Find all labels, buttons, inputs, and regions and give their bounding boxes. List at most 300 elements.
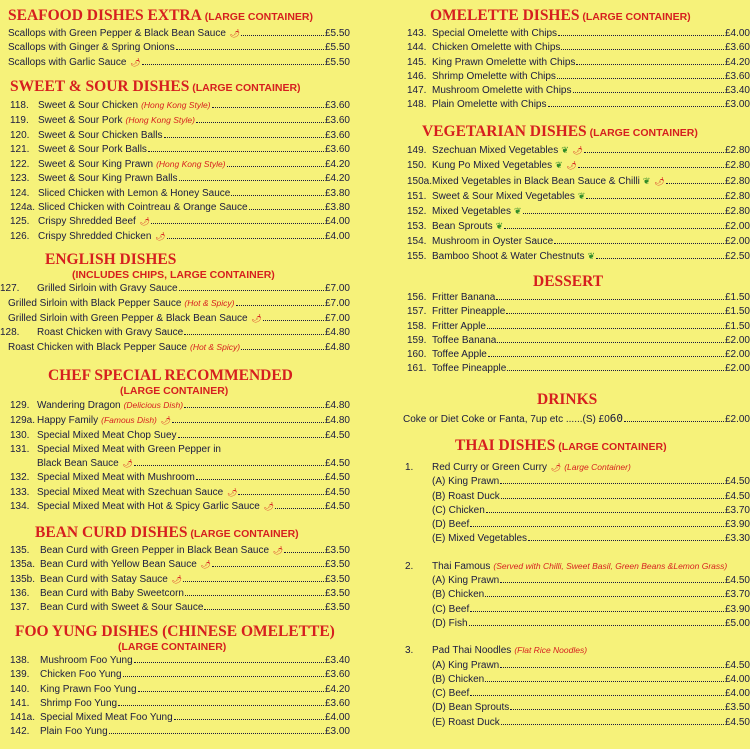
menu-item — [0, 98, 350, 113]
item-name: Mixed Vegetables in Black Bean Sauce & Chilli — [432, 175, 640, 187]
item-price: £3.50 — [324, 602, 350, 614]
item-price: £4.00 — [324, 230, 350, 242]
menu-item — [397, 189, 750, 204]
dot-leader — [548, 106, 724, 107]
section-chef — [0, 366, 350, 514]
vegetarian-icon: ❦ — [513, 206, 522, 217]
section-title — [0, 366, 350, 385]
dot-leader — [204, 609, 324, 610]
dot-leader — [164, 137, 324, 138]
item-number: 150a. — [407, 175, 433, 187]
dot-leader — [123, 676, 324, 677]
dot-leader — [109, 733, 324, 734]
item-price: £3.80 — [324, 202, 350, 214]
container-note: (LARGE CONTAINER) — [582, 11, 691, 23]
menu-item — [0, 697, 350, 711]
item-name: Coke or Diet Coke or Fanta, 7up etc ......(S) £0 — [403, 414, 610, 425]
menu-item — [0, 398, 350, 413]
dot-leader — [554, 243, 724, 244]
dot-leader — [576, 64, 724, 65]
menu-item — [0, 56, 350, 70]
item-name: Fritter Banana — [432, 292, 496, 303]
menu-item — [397, 532, 750, 546]
menu-item — [0, 129, 350, 143]
item-price: £5.50 — [324, 56, 350, 68]
item-number: 120. — [10, 129, 30, 141]
chili-icon: 🌶 — [572, 146, 583, 155]
item-number: 127. — [0, 283, 20, 294]
item-note: (Hong Kong Style) — [156, 159, 226, 170]
item-number: 122. — [10, 159, 30, 171]
section-title-text: SWEET & SOUR DISHES — [10, 78, 190, 95]
dot-leader — [184, 407, 324, 408]
thai-dish — [397, 460, 750, 475]
item-price: £4.00 — [724, 28, 750, 39]
menu-item — [397, 41, 750, 55]
menu-item — [0, 544, 350, 558]
dot-leader — [118, 705, 324, 706]
item-price: £3.60 — [324, 129, 350, 141]
menu-item — [397, 348, 750, 362]
item-name: Scallops with Green Pepper & Black Bean Sauce — [8, 28, 226, 39]
item-price: £3.40 — [324, 655, 350, 666]
item-price: £2.00 — [724, 349, 750, 361]
dot-leader — [469, 625, 724, 626]
item-note: (Served with Chilli, Sweet Basil, Green Beans &Lemon Grass) — [493, 560, 728, 571]
dot-leader — [506, 313, 724, 314]
item-name: Special Mixed Meat with Hot & Spicy Garlic Sauce — [37, 501, 260, 513]
item-name: (B) Chicken — [432, 673, 485, 685]
menu-item — [397, 574, 750, 588]
item-name: Chicken Omelette with Chips — [432, 42, 561, 54]
item-number: 155. — [407, 251, 427, 263]
dot-leader — [176, 49, 324, 50]
dot-leader — [558, 35, 724, 36]
dot-leader — [488, 356, 724, 357]
dot-leader — [470, 526, 724, 527]
item-name: King Prawn Omelette with Chips — [432, 56, 576, 68]
section-title-text: OMELETTE DISHES — [430, 7, 580, 24]
item-note: (Flat Rice Noodles) — [514, 645, 588, 656]
item-price: £4.80 — [324, 326, 350, 338]
menu-item — [0, 187, 350, 201]
item-price: £4.00 — [724, 688, 750, 700]
menu-item — [0, 500, 350, 514]
dot-leader — [241, 349, 324, 350]
item-price: £2.80 — [724, 175, 750, 187]
item-number: 125. — [10, 216, 30, 228]
container-note: (LARGE CONTAINER) — [589, 127, 698, 139]
item-number: 142. — [10, 726, 30, 738]
item-number: 137. — [10, 602, 30, 614]
section-dessert — [397, 272, 750, 377]
item-number: 135. — [10, 545, 30, 556]
menu-item — [397, 412, 750, 427]
container-note: (LARGE CONTAINER) — [558, 441, 667, 453]
item-name: Wandering Dragon — [37, 400, 121, 411]
item-name: (D) Beef — [432, 519, 470, 531]
item-price: £3.50 — [324, 587, 350, 599]
item-name: Sliced Chicken with Cointreau & Orange Sauce — [38, 202, 248, 214]
dot-leader — [241, 35, 324, 36]
item-name: Bean Curd with Green Pepper in Black Bean Sauce — [40, 545, 270, 556]
menu-item — [397, 673, 750, 687]
item-name: Special Mixed Meat Foo Yung — [40, 712, 173, 724]
item-price: £2.80 — [724, 145, 750, 156]
item-price: £2.00 — [724, 221, 750, 233]
item-number: 157. — [407, 306, 427, 318]
item-name: Roast Chicken with Gravy Sauce — [37, 326, 184, 338]
item-name: Grilled Sirloin with Gravy Sauce — [37, 283, 178, 294]
item-price: £5.50 — [324, 42, 350, 54]
section-title-suffix — [202, 11, 313, 23]
item-name: Bean Curd with Satay Sauce — [40, 573, 168, 585]
item-price: £4.50 — [324, 501, 350, 513]
item-name: Scallops with Garlic Sauce — [8, 56, 127, 68]
item-name: (C) Chicken — [432, 504, 485, 516]
item-name: Sweet & Sour King Prawn Balls — [38, 173, 178, 185]
item-price: £4.50 — [724, 575, 750, 587]
chili-icon: 🌶 — [654, 176, 665, 186]
item-price: £7.00 — [324, 312, 350, 324]
chili-icon: 🌶 — [155, 231, 166, 241]
menu-item — [0, 282, 350, 296]
section-title-text: VEGETARIAN DISHES — [422, 123, 587, 140]
dot-leader — [624, 421, 724, 422]
item-name: (E) Roast Duck — [432, 716, 500, 728]
menu-item — [0, 41, 350, 55]
item-price: £3.00 — [324, 726, 350, 738]
vegetarian-icon: ❦ — [561, 145, 569, 155]
dot-leader — [497, 342, 724, 343]
menu-item — [0, 113, 350, 128]
dot-leader — [231, 195, 324, 196]
section-title — [0, 622, 350, 641]
section-title-text: DRINKS — [537, 391, 598, 408]
chili-icon: 🌶 — [566, 161, 577, 171]
menu-item — [397, 659, 750, 673]
section-title-suffix — [555, 441, 666, 453]
section-title — [0, 250, 350, 269]
menu-item — [0, 157, 350, 172]
thai-dish — [397, 643, 750, 658]
item-price: £2.00 — [724, 363, 750, 375]
dot-leader — [528, 540, 724, 541]
item-number: 149. — [407, 145, 427, 156]
menu-item — [0, 312, 350, 326]
dot-leader — [167, 238, 324, 239]
item-price: £3.90 — [724, 519, 750, 531]
item-number: 2. — [405, 560, 414, 572]
dot-leader — [263, 320, 324, 321]
section-vegetarian — [397, 122, 750, 264]
item-name: Toffee Apple — [432, 349, 487, 361]
section-title — [0, 77, 350, 98]
item-name: (D) Bean Sprouts — [432, 702, 510, 714]
section-title — [397, 390, 750, 409]
dot-leader — [500, 582, 724, 583]
item-price: £3.60 — [724, 70, 750, 82]
menu-item — [397, 291, 750, 305]
menu-item — [397, 490, 750, 504]
item-price: £7.00 — [324, 298, 350, 310]
menu-item — [0, 471, 350, 485]
menu-item — [397, 249, 750, 264]
dot-leader — [470, 611, 724, 612]
menu-item — [0, 296, 350, 311]
item-number: 128. — [0, 326, 20, 338]
menu-item — [0, 27, 350, 41]
item-name: Kung Po Mixed Vegetables — [432, 160, 553, 172]
item-name: (B) Chicken — [432, 589, 485, 601]
section-subtitle: (LARGE CONTAINER) — [118, 641, 227, 653]
item-name: Sweet & Sour Pork — [38, 115, 123, 127]
item-price: £2.00 — [724, 334, 750, 346]
item-number: 141a. — [10, 712, 36, 724]
dot-leader — [573, 92, 724, 93]
item-note: (Hong Kong Style) — [141, 100, 211, 110]
dot-leader — [236, 305, 324, 306]
item-number: 158. — [407, 320, 427, 332]
dot-leader — [172, 422, 324, 423]
item-name: Mushroom in Oyster Sauce — [432, 235, 554, 247]
item-name: Bean Curd with Yellow Bean Sauce — [40, 559, 197, 571]
dot-leader — [487, 328, 724, 329]
section-bean-curd — [0, 523, 350, 615]
chili-icon: 🌶 — [263, 502, 275, 512]
item-price: £5.50 — [324, 28, 350, 39]
item-name: Shrimp Omelette with Chips — [432, 70, 556, 82]
item-price: £3.50 — [324, 559, 350, 571]
item-name: (A) King Prawn — [432, 476, 500, 488]
item-price: £4.20 — [324, 683, 350, 695]
section-title-text: ENGLISH DISHES — [45, 251, 177, 268]
item-price: £3.50 — [324, 573, 350, 585]
dot-leader — [586, 198, 724, 199]
item-number: 131. — [10, 443, 30, 455]
item-number: 143. — [407, 28, 427, 39]
dot-leader — [284, 552, 324, 553]
item-price: £4.00 — [724, 673, 750, 685]
item-name: Crispy Shredded Chicken — [38, 230, 152, 242]
item-number: 153. — [407, 221, 427, 233]
section-sweet-sour — [0, 77, 350, 244]
item-name: Grilled Sirloin with Green Pepper & Black Bean Sauce — [8, 312, 248, 324]
section-title-text: SEAFOOD DISHES EXTRA — [8, 7, 202, 24]
chili-icon: 🌶 — [227, 487, 238, 497]
item-number: 151. — [407, 190, 427, 202]
item-number: 133. — [10, 486, 30, 498]
menu-item — [397, 588, 750, 602]
item-name: Happy Family — [37, 415, 99, 427]
item-number: 147. — [407, 85, 427, 97]
menu-item — [397, 27, 750, 41]
dot-leader — [500, 667, 724, 668]
dot-leader — [185, 595, 324, 596]
dot-leader — [238, 494, 324, 495]
container-note: (LARGE CONTAINER) — [190, 528, 299, 540]
item-number: 129a. — [10, 415, 36, 427]
vegetarian-icon: ❦ — [555, 160, 563, 171]
item-number: 126. — [10, 230, 30, 242]
item-name: Grilled Sirloin with Black Pepper Sauce — [8, 298, 182, 310]
chili-icon: 🌶 — [130, 57, 141, 67]
menu-item — [0, 654, 350, 668]
dot-leader — [212, 566, 324, 567]
item-name: Special Mixed Meat with Szechuan Sauce — [37, 486, 224, 498]
menu-item — [0, 457, 350, 471]
item-number: 144. — [407, 42, 427, 54]
menu-item — [0, 413, 350, 428]
menu-item — [397, 143, 750, 158]
menu-item — [397, 475, 750, 489]
item-name: Bean Sprouts — [432, 221, 493, 233]
menu-item — [0, 230, 350, 244]
dot-leader — [184, 334, 324, 335]
menu-item — [397, 504, 750, 518]
item-name: Bean Curd with Baby Sweetcorn — [40, 587, 184, 599]
dot-leader — [578, 167, 724, 168]
section-title-text: FOO YUNG DISHES (CHINESE OMELETTE) — [15, 623, 335, 640]
section-title-suffix — [187, 528, 298, 540]
section-title-text: BEAN CURD DISHES — [35, 524, 188, 541]
dot-leader — [138, 691, 324, 692]
dot-leader — [666, 183, 724, 184]
dot-leader — [485, 681, 724, 682]
section-title-suffix — [587, 127, 698, 139]
section-title — [0, 523, 350, 544]
item-name: Sweet & Sour Mixed Vegetables — [432, 190, 575, 202]
item-name: King Prawn Foo Yung — [40, 683, 137, 695]
menu-item — [0, 340, 350, 355]
menu-item — [397, 518, 750, 532]
item-name: Fritter Apple — [432, 320, 486, 332]
item-name: Red Curry or Green Curry — [432, 462, 548, 473]
menu-item — [0, 683, 350, 697]
section-title — [397, 122, 750, 143]
container-note: (LARGE CONTAINER) — [192, 82, 301, 94]
item-price: £3.60 — [324, 669, 350, 681]
item-name: Thai Famous — [432, 560, 491, 572]
item-name: Sliced Chicken with Lemon & Honey Sauce — [38, 187, 231, 199]
menu-item — [397, 158, 750, 173]
item-price: £3.60 — [724, 42, 750, 54]
item-price: £7.00 — [324, 283, 350, 294]
item-price: £4.20 — [324, 173, 350, 185]
section-subtitle: (LARGE CONTAINER) — [120, 385, 229, 397]
menu-item — [397, 70, 750, 84]
menu-item — [397, 362, 750, 376]
item-price: £3.60 — [324, 100, 350, 111]
menu-item — [0, 429, 350, 443]
item-number: 123. — [10, 173, 30, 185]
section-drinks — [397, 390, 750, 427]
dot-leader — [486, 512, 724, 513]
menu-item — [397, 716, 750, 730]
item-name: Mushroom Omelette with Chips — [432, 85, 572, 97]
item-number: 141. — [10, 697, 30, 709]
item-price: £2.00 — [724, 414, 750, 425]
dot-leader — [523, 213, 724, 214]
section-english — [0, 250, 350, 355]
dot-leader — [196, 122, 324, 123]
item-price: £1.50 — [724, 292, 750, 303]
item-price: £3.70 — [724, 504, 750, 516]
dot-leader — [179, 290, 324, 291]
menu-item — [397, 687, 750, 701]
item-number: 3. — [405, 645, 414, 657]
item-price: £4.50 — [724, 659, 750, 671]
item-price: £3.60 — [324, 115, 350, 127]
dot-leader — [510, 709, 724, 710]
item-number: 139. — [10, 669, 30, 681]
item-note: (Hong Kong Style) — [125, 115, 195, 126]
item-name: (E) Mixed Vegetables — [432, 533, 528, 545]
menu-item — [0, 573, 350, 587]
item-name: Toffee Banana — [432, 334, 497, 346]
dot-leader — [557, 78, 724, 79]
section-title — [0, 6, 350, 27]
dot-leader — [275, 508, 324, 509]
dot-leader — [212, 107, 324, 108]
chili-icon: 🌶 — [200, 560, 211, 570]
menu-item — [397, 603, 750, 617]
dot-leader — [501, 724, 724, 725]
thai-dish — [397, 559, 750, 574]
item-number: 160. — [407, 349, 427, 361]
section-title — [397, 6, 750, 27]
item-price: £3.70 — [724, 589, 750, 601]
item-name: Scallops with Ginger & Spring Onions — [8, 42, 175, 54]
item-price: £4.20 — [724, 56, 750, 68]
menu-item — [0, 601, 350, 615]
item-number: 138. — [10, 655, 30, 666]
item-name: Roast Chicken with Black Pepper Sauce — [8, 342, 187, 354]
chili-icon: 🌶 — [160, 416, 172, 426]
item-price: £4.20 — [324, 159, 350, 171]
handwritten-price: 60 — [609, 412, 624, 425]
section-foo-yung — [0, 622, 350, 740]
section-title-text: CHEF SPECIAL RECOMMENDED — [48, 367, 293, 384]
item-price: £3.50 — [724, 702, 750, 714]
item-price: £4.50 — [724, 476, 750, 488]
menu-item — [0, 172, 350, 186]
item-name: (A) King Prawn — [432, 575, 500, 587]
item-name: Toffee Pineapple — [432, 363, 507, 375]
item-number: 124a. — [10, 202, 36, 214]
menu-item — [0, 215, 350, 229]
item-price: £4.00 — [324, 216, 350, 228]
dot-leader — [148, 151, 324, 152]
item-number: 145. — [407, 56, 427, 68]
item-price: £4.00 — [324, 712, 350, 724]
menu-item — [0, 711, 350, 725]
dot-leader — [596, 258, 724, 259]
item-price: £5.00 — [724, 617, 750, 629]
item-price: £4.50 — [724, 490, 750, 502]
item-number: 130. — [10, 429, 30, 441]
menu-item — [0, 201, 350, 215]
dot-leader — [196, 479, 324, 480]
menu-item — [0, 725, 350, 739]
dot-leader — [142, 64, 324, 65]
vegetarian-icon: ❦ — [642, 175, 651, 186]
menu-item — [397, 204, 750, 219]
chili-icon: 🌶 — [551, 463, 562, 472]
item-name: Special Mixed Meat with Mushroom — [37, 472, 195, 484]
menu-item — [0, 443, 350, 457]
dot-leader — [178, 437, 324, 438]
